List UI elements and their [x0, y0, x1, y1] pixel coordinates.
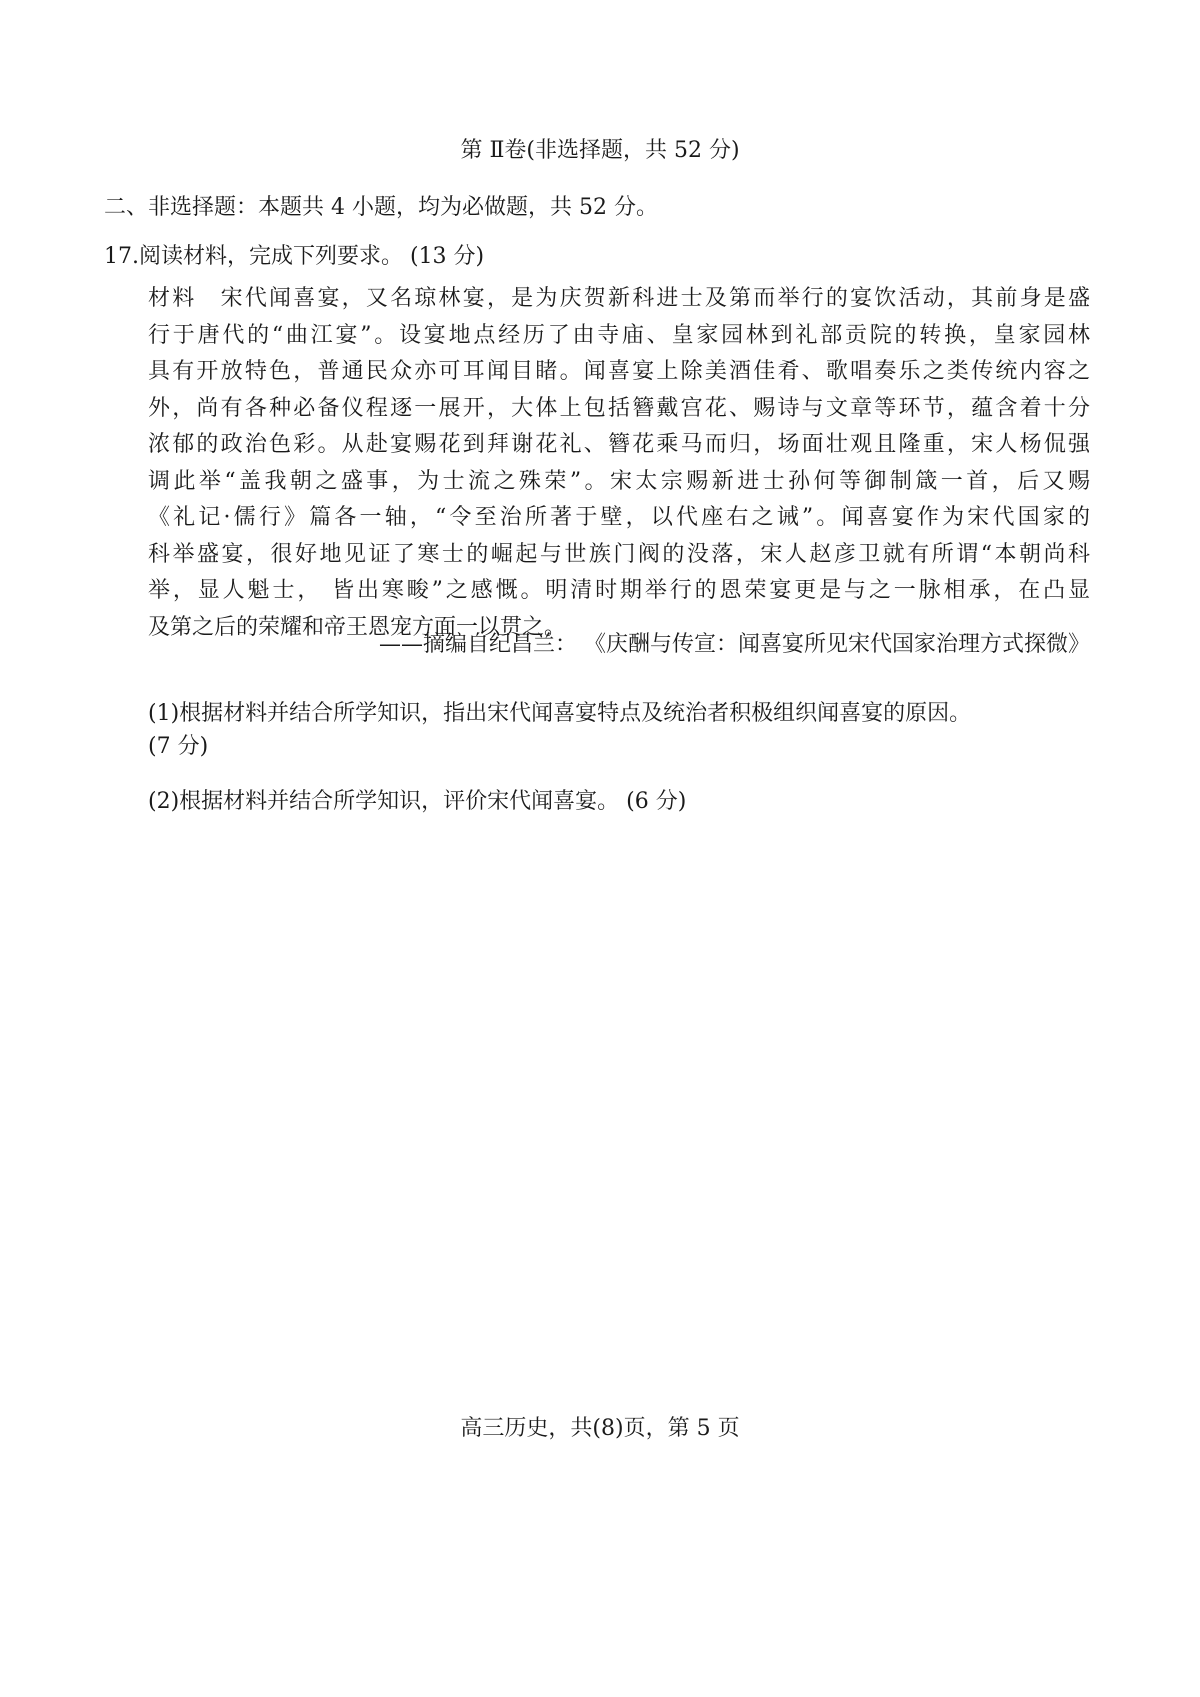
material-line: 浓郁的政治色彩。从赴宴赐花到拜谢花礼、簪花乘马而归，场面壮观且隆重，宋人杨侃强 — [148, 432, 1090, 457]
sub-question-1-text: (1)根据材料并结合所学知识，指出宋代闻喜宴特点及统治者积极组织闻喜宴的原因。 — [148, 701, 972, 726]
page-footer: 高三历史，共(8)页，第 5 页 — [460, 1416, 740, 1441]
material-line: 具有开放特色，普通民众亦可耳闻目睹。闻喜宴上除美酒佳肴、歌唱奏乐之类传统内容之 — [148, 359, 1090, 384]
material-paragraph — [148, 281, 1090, 646]
material-line: 外，尚有各种必备仪程逐一展开，大体上包括簪戴宫花、赐诗与文章等环节，蕴含着十分 — [148, 395, 1090, 421]
question-17-stem: 17.阅读材料，完成下列要求。 (13 分) — [104, 244, 485, 269]
sub-question-1-score: (7 分) — [148, 734, 209, 759]
material-line: 科举盛宴，很好地见证了寒士的崛起与世族门阀的没落，宋人赵彦卫就有所谓“本朝尚科 — [148, 541, 1090, 567]
material-source: ——摘编自纪昌兰： 《庆酬与传宣：闻喜宴所见宋代国家治理方式探微》 — [379, 632, 1090, 657]
material-line: 举，显人魁士， 皆出寒畯”之感慨。明清时期举行的恩荣宴更是与之一脉相承，在凸显 — [148, 578, 1090, 603]
sub-question-2: (2)根据材料并结合所学知识，评价宋代闻喜宴。 (6 分) — [148, 789, 687, 814]
material-line: 调此举“盖我朝之盛事，为士流之殊荣”。宋太宗赐新进士孙何等御制箴一首，后又赐 — [148, 468, 1090, 494]
part-heading: 二、非选择题：本题共 4 小题，均为必做题，共 52 分。 — [104, 195, 658, 220]
material-line: 《礼记·儒行》篇各一轴，“令至治所著于壁，以代座右之诫”。闻喜宴作为宋代国家的 — [148, 505, 1090, 530]
material-line: 材料 宋代闻喜宴，又名琼林宴，是为庆贺新科进士及第而举行的宴饮活动，其前身是盛 — [148, 286, 1090, 311]
section-title: 第 Ⅱ卷(非选择题，共 52 分) — [460, 138, 740, 163]
sub-question-1 — [148, 697, 1078, 763]
material-line: 行于唐代的“曲江宴”。设宴地点经历了由寺庙、皇家园林到礼部贡院的转换，皇家园林 — [148, 322, 1090, 348]
material-line: 及第之后的荣耀和帝王恩宠方面一以贯之。 — [148, 614, 567, 640]
